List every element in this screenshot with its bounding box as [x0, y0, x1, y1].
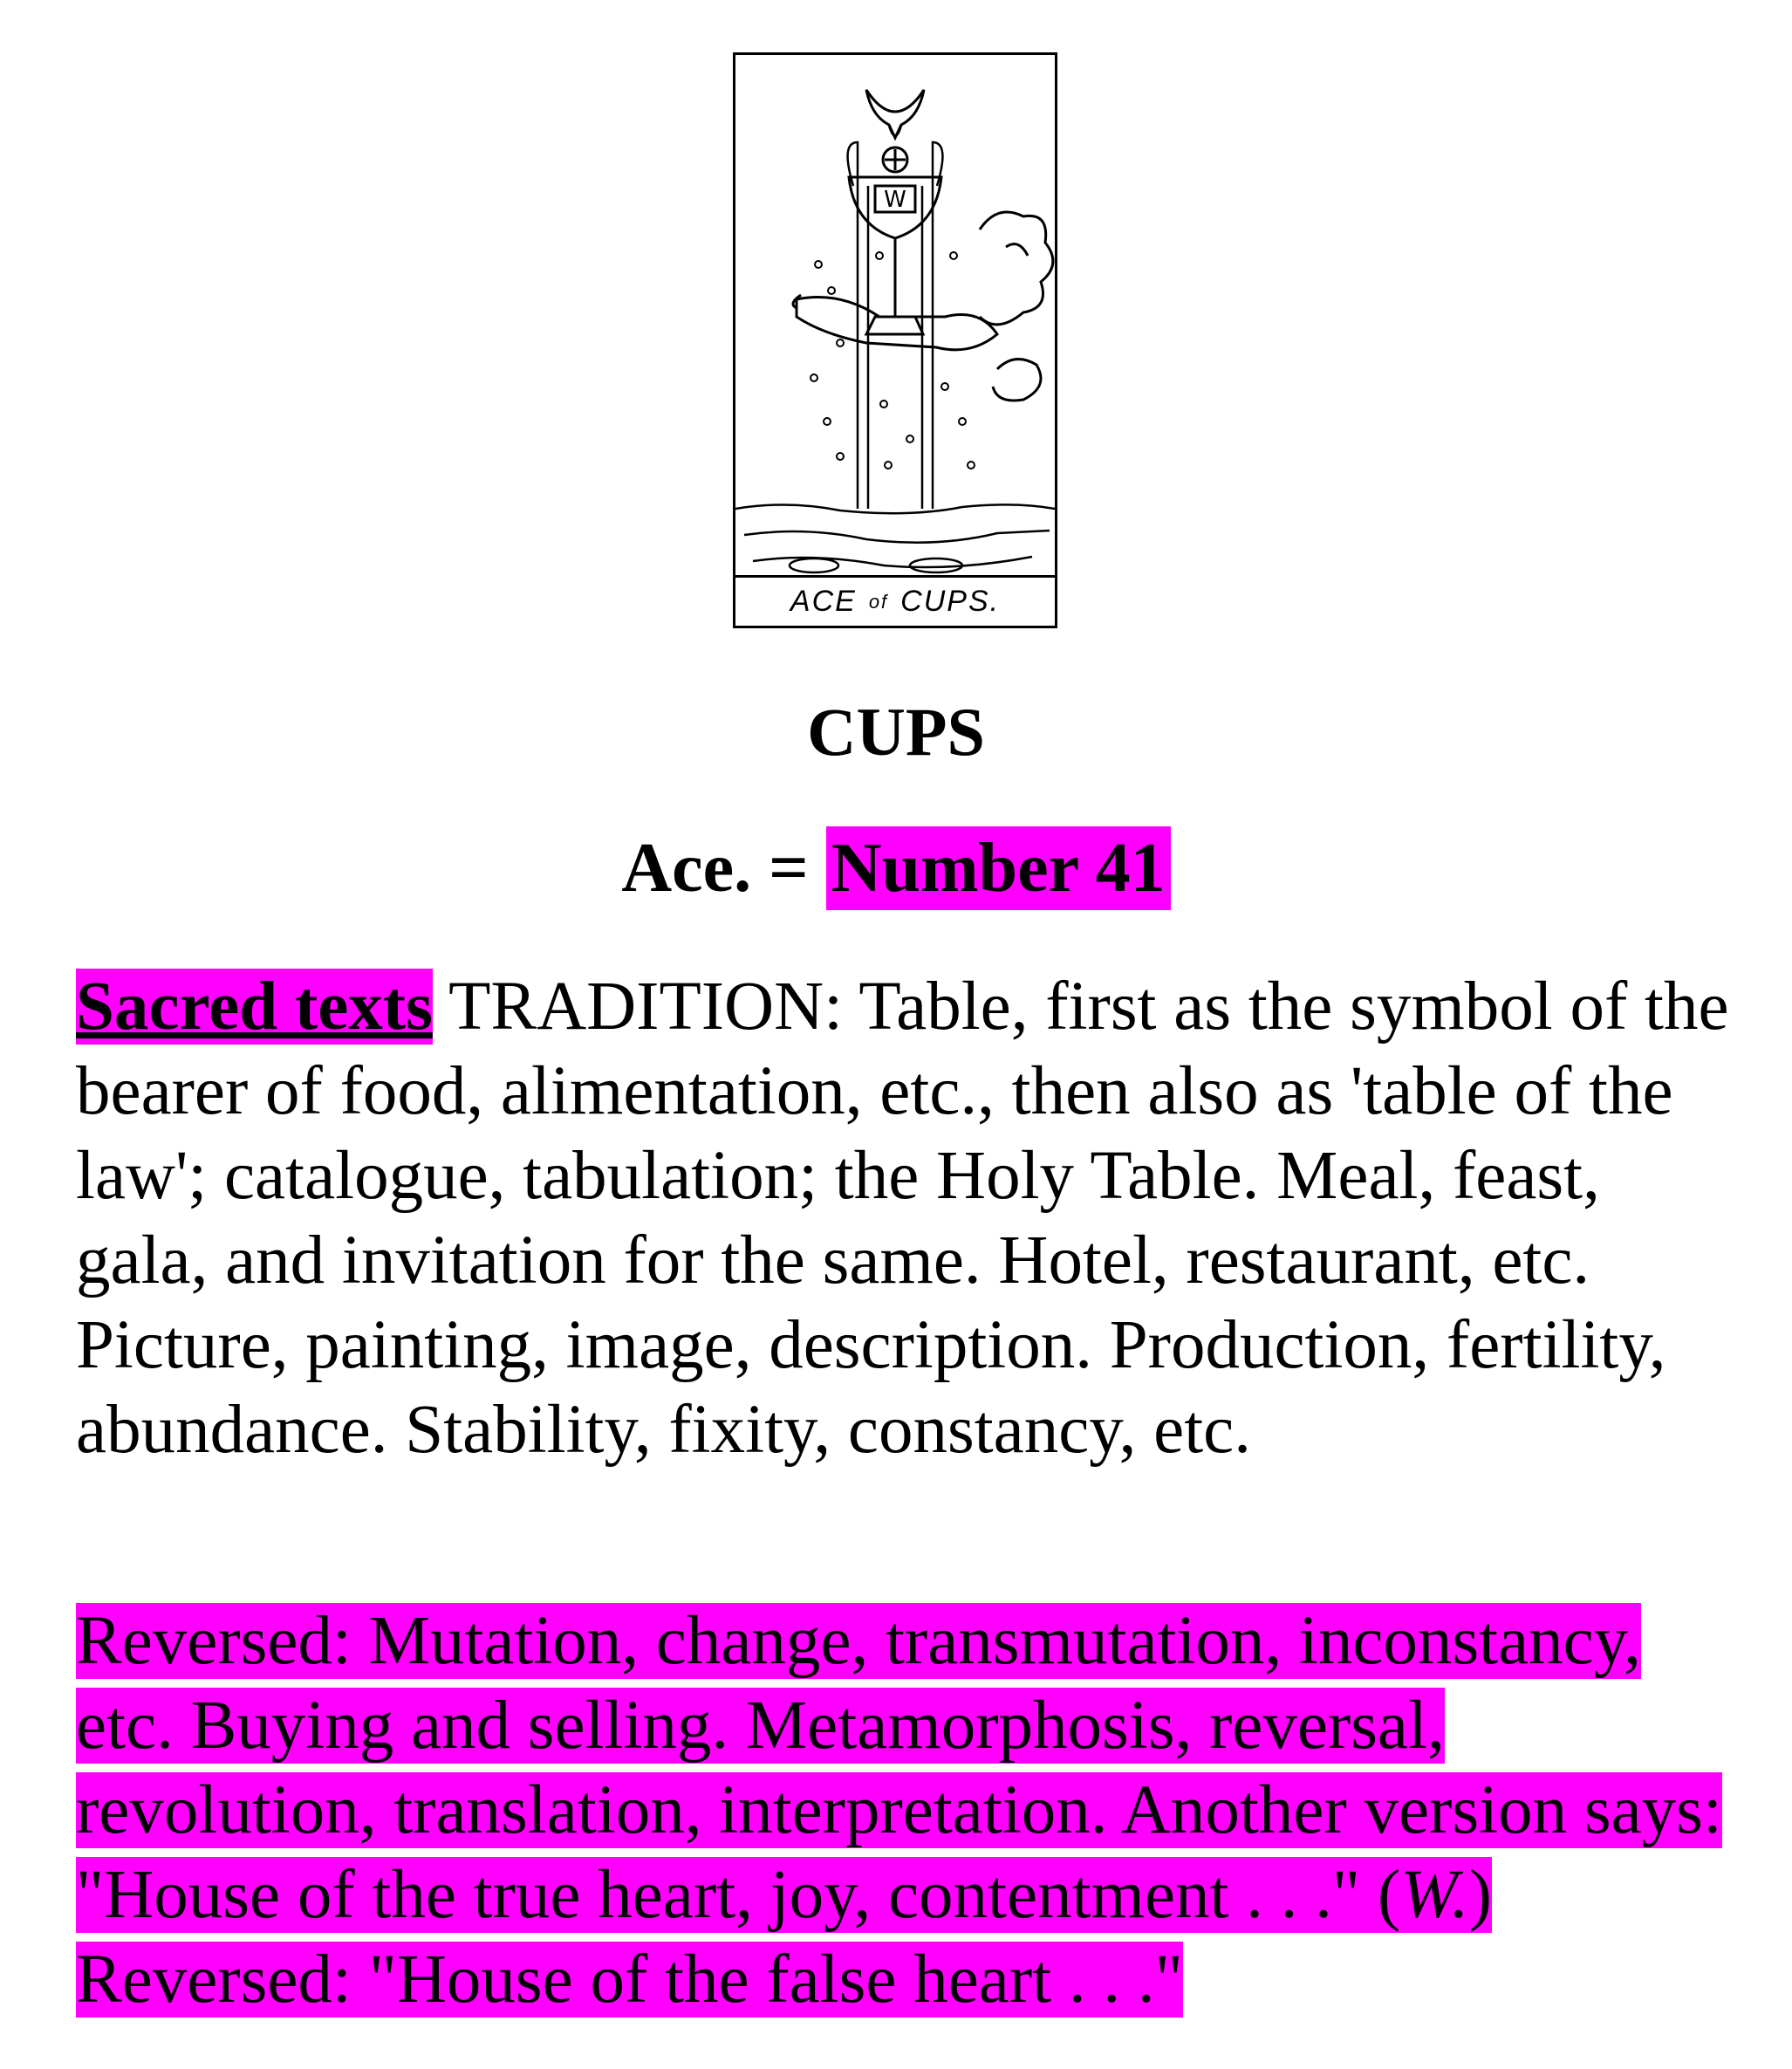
ace-label: Ace. = — [621, 830, 809, 907]
sacred-texts-link[interactable]: Sacred texts — [76, 969, 433, 1045]
tarot-card-image — [733, 52, 1057, 628]
host-cross-icon — [883, 147, 907, 172]
suit-title: CUPS — [807, 694, 985, 770]
card-number-highlight: Number 41 — [826, 826, 1171, 910]
water-pool — [735, 504, 1055, 572]
card-caption-ace: ACE — [790, 585, 857, 618]
cloud-icon — [980, 212, 1053, 401]
ace-heading — [0, 830, 1792, 907]
tradition-text: TRADITION: Table, first as the symbol of the bearer of food, alimentation, etc., then also as 'table of the law'; catalogue, tabulation; the Holy Table. Meal, feast, gala, and invitation for the same. Hotel, restaurant, etc. Picture, painting, image, description. Production, fertility, abundance. Stability, fixity, constancy, etc. — [76, 969, 1729, 1468]
reversed-paragraph — [76, 1599, 1734, 2022]
cup-letter: W — [884, 187, 906, 213]
chalice-icon — [849, 177, 941, 334]
reversed-text-start: Reversed: Mutation, change, transmutation, inconstancy, etc. Buying and selling. Metamorphosis, reversal, revolution, translation, interpretation. Another version says: "House of the true heart, joy, contentment . . ." ( — [76, 1603, 1722, 1933]
tradition-paragraph — [76, 964, 1734, 1472]
ace-of-cups-illustration — [735, 55, 1055, 579]
card-caption-of: of — [868, 590, 889, 613]
card-caption — [735, 575, 1055, 626]
reversed-text-end: ) Reversed: "House of the false heart . . ." — [76, 1857, 1492, 2018]
falling-drops — [811, 252, 975, 469]
reversed-text-source: W. — [1400, 1857, 1469, 1933]
card-caption-cups: CUPS. — [900, 585, 1001, 618]
dove-icon — [866, 90, 924, 138]
